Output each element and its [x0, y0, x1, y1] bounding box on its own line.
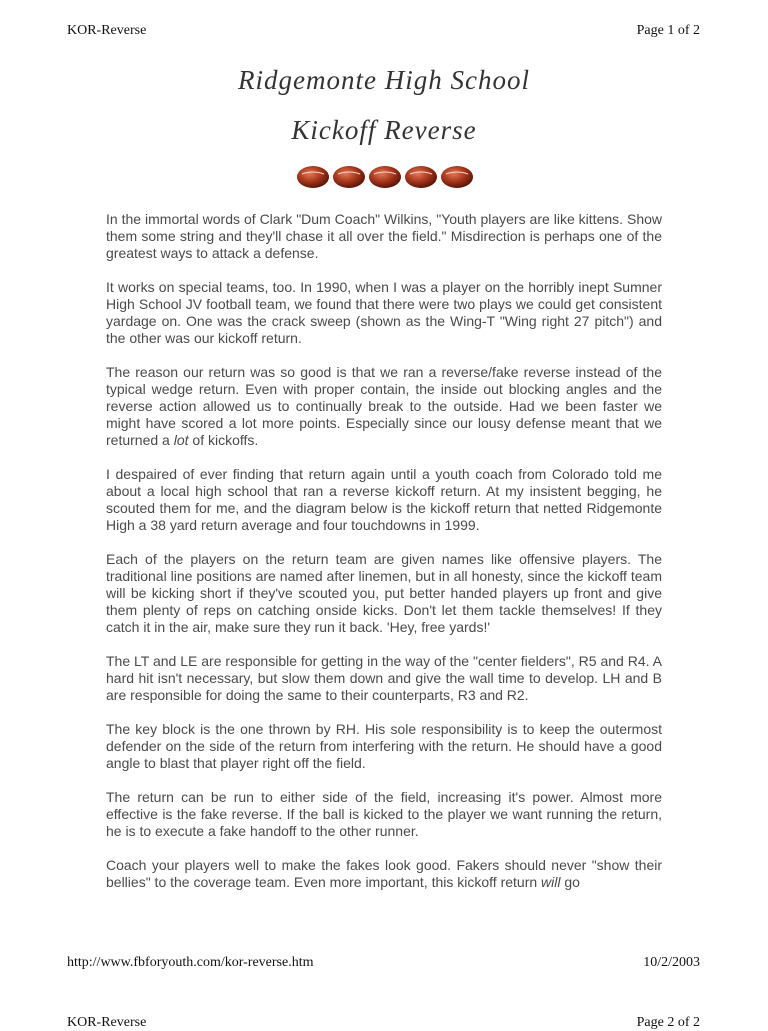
- paragraph-1: In the immortal words of Clark "Dum Coach" Wilkins, "Youth players are like kittens. Show them some string and they'll chase it all over the field." Misdirection is perhaps one of the greatest ways to attack a defense.: [106, 211, 662, 261]
- school-title: Ridgemonte High School: [238, 65, 530, 95]
- paragraph-9: Coach your players well to make the fakes look good. Fakers should never "show their bellies" to the coverage team. Even more important, this kickoff return will go: [106, 857, 662, 890]
- football-icon: [404, 165, 438, 189]
- paragraph-2: It works on special teams, too. In 1990, when I was a player on the horribly inept Sumner High School JV football team, we found that there were two plays we could get consistent yardage on. One was the crack sweep (shown as the Wing-T "Wing right 27 pitch") and the other was our kickoff return.: [106, 279, 662, 346]
- paragraph-5: Each of the players on the return team are given names like offensive players. The traditional line positions are named after linemen, but in all honesty, since the kickoff team will be kicking short if they've scouted you, put better handed players up front and give them plenty of reps on catching onside kicks. Don't let them tackle themselves! If they catch it in the air, make sure they run it back. 'Hey, free yards!': [106, 551, 662, 635]
- footer-date: 10/2/2003: [643, 955, 700, 970]
- header-title: KOR-Reverse: [67, 23, 147, 38]
- football-icon: [440, 165, 474, 189]
- header-page-number: Page 1 of 2: [636, 23, 700, 38]
- emphasis-lot: lot: [173, 432, 189, 448]
- football-divider: [296, 165, 476, 191]
- paragraph-3: The reason our return was so good is that we ran a reverse/fake reverse instead of the typical wedge return. Even with proper contain, the inside out blocking angles and the reverse action allowed us to continually break to the outside. Had we been faster we might have scored a lot more points. Especially since our lousy defense meant that we returned a lot of kickoffs.: [106, 364, 662, 448]
- football-icon: [332, 165, 366, 189]
- next-page-header: [67, 1015, 700, 1031]
- paragraph-6: The LT and LE are responsible for getting in the way of the "center fielders", R5 and R4. A hard hit isn't necessary, but slow them down and give the wall time to develop. LH and B are responsible for doing the same to their counterparts, R3 and R2.: [106, 653, 662, 703]
- paragraph-7: The key block is the one thrown by RH. His sole responsibility is to keep the outermost defender on the side of the return from interfering with the return. He should have a good angle to blast that player right off the field.: [106, 721, 662, 771]
- footer-url[interactable]: http://www.fbforyouth.com/kor-reverse.htm: [67, 955, 314, 970]
- emphasis-will: will: [541, 874, 561, 890]
- next-header-title: KOR-Reverse: [67, 1015, 147, 1030]
- paragraph-4: I despaired of ever finding that return again until a youth coach from Colorado told me about a local high school that ran a reverse kickoff return. At my insistent begging, he scouted them for me, and the diagram below is the kickoff return that netted Ridgemonte High a 38 yard return average and four touchdowns in 1999.: [106, 466, 662, 533]
- football-icon: [296, 165, 330, 189]
- page-header: [67, 23, 700, 39]
- page-footer: [67, 955, 700, 971]
- document-title: Kickoff Reverse: [291, 115, 477, 145]
- football-icon: [368, 165, 402, 189]
- article-body: [106, 211, 662, 908]
- paragraph-8: The return can be run to either side of the field, increasing it's power. Almost more effective is the fake reverse. If the ball is kicked to the player we want running the return, he is to execute a fake handoff to the other runner.: [106, 789, 662, 839]
- next-header-page-number: Page 2 of 2: [636, 1015, 700, 1030]
